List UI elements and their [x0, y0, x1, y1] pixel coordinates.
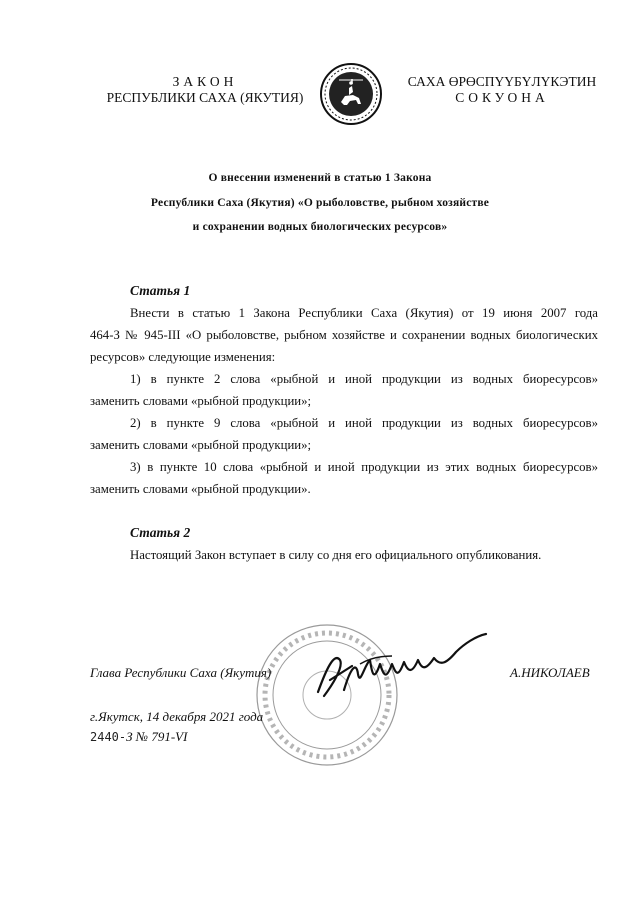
article1-item1-line2: заменить словами «рыбной продукции»;: [90, 394, 312, 408]
signatory-name: А.НИКОЛАЕВ: [510, 665, 590, 680]
header-left-line2: РЕСПУБЛИКИ САХА (ЯКУТИЯ): [106, 90, 304, 105]
article2-text: Настоящий Закон вступает в силу со дня его официального опубликования.: [130, 548, 542, 562]
article1-item1-line1: 1) в пункте 2 слова «рыбной и иной продукции из водных биоресурсов»: [130, 372, 598, 386]
law-number-printed: З № 791-VI: [126, 729, 188, 744]
article1-item3-line1: 3) в пункте 10 слова «рыбной и иной продукции из этих водных биоресурсов»: [130, 460, 598, 474]
header-left: [95, 74, 315, 106]
header-right-line1: САХА ӨРӨСПҮҮБҮЛҮКЭТИН: [407, 74, 597, 89]
coat-of-arms-icon: [319, 62, 383, 126]
title-line3: и сохранении водных биологических ресурсов»: [192, 221, 448, 233]
article1-item2-line2: заменить словами «рыбной продукции»;: [90, 438, 312, 452]
header-right-line2: СОКУОНА: [455, 90, 549, 105]
header-right: [392, 74, 612, 106]
signatory-position: Глава Республики Саха (Якутия): [90, 665, 272, 680]
header-left-line1: ЗАКОН: [172, 74, 238, 89]
article1-heading: Статья 1: [130, 283, 191, 298]
place-date: г.Якутск, 14 декабря 2021 года: [90, 709, 264, 724]
article2-heading: Статья 2: [130, 525, 191, 540]
law-number-handwritten: 2440-: [90, 730, 127, 744]
article1-item2-line1: 2) в пункте 9 слова «рыбной и иной продукции из водных биоресурсов»: [130, 416, 598, 430]
handwritten-signature-icon: [300, 630, 500, 710]
law-number: [90, 729, 187, 745]
article1-item3-line2: заменить словами «рыбной продукции».: [90, 482, 311, 496]
title-line2: Республики Саха (Якутия) «О рыболовстве, рыбном хозяйстве: [150, 197, 490, 209]
title-line1: О внесении изменений в статью 1 Закона: [208, 172, 432, 184]
article1-intro-line1: Внести в статью 1 Закона Республики Саха (Якутия) от 19 июня 2007 года: [130, 306, 598, 320]
article1-intro-line3: ресурсов» следующие изменения:: [90, 350, 276, 364]
article1-intro-line2: 464-З № 945-III «О рыболовстве, рыбном хозяйстве и сохранении водных биологических: [90, 328, 598, 342]
